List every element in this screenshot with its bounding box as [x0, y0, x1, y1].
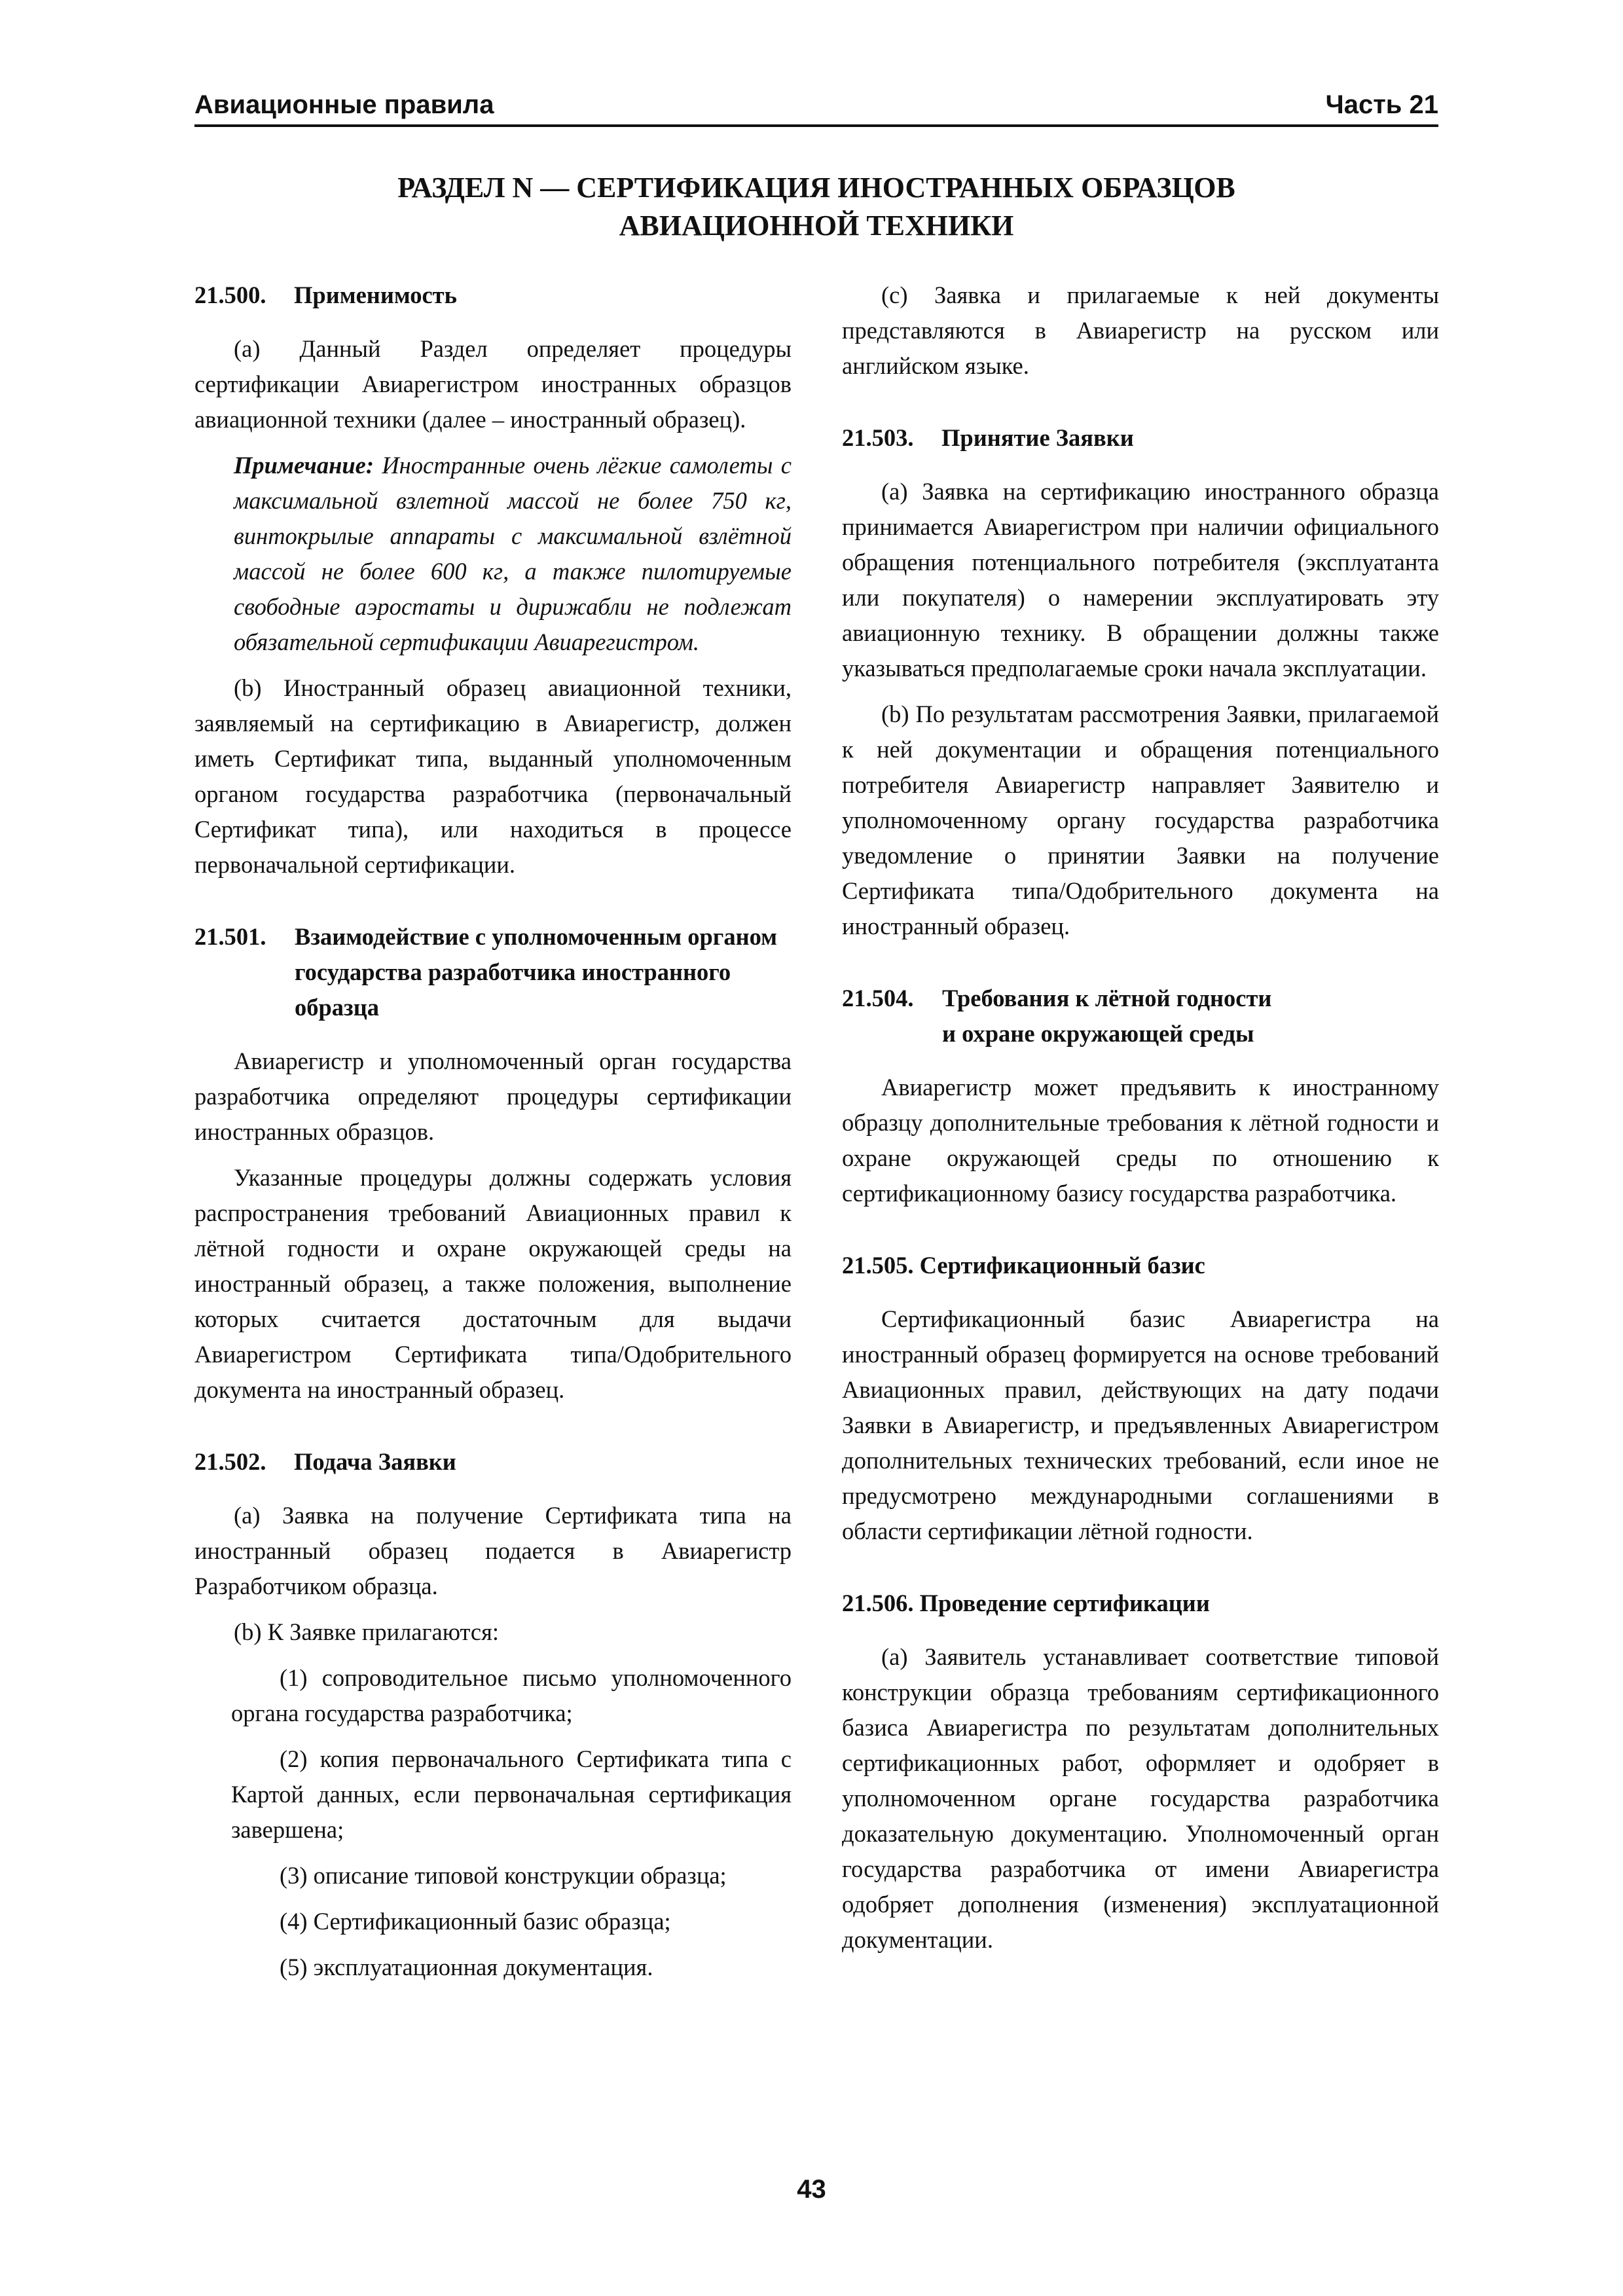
heading-number: 21.500.	[194, 282, 266, 308]
heading-text: Применимость	[294, 282, 457, 308]
page-number: 43	[797, 2175, 826, 2204]
section-title-line-2: АВИАЦИОННОЙ ТЕХНИКИ	[619, 210, 1014, 242]
note-21-500	[234, 448, 792, 660]
header-document-title: Авиационные правила	[194, 90, 494, 119]
paragraph-21-503-b: (b) По результатам рассмотрения Заявки, прилагаемой к ней документации и обращения потенциального потребителя Авиарегистр направляет Заявителю и уполномоченному органу государства разработчика уведомление о принятии Заявки на получение Сертификата типа/Одобрительного документа на иностранный образец.	[842, 701, 1439, 939]
heading-21-505	[842, 1248, 1439, 1283]
heading-number: 21.501.	[194, 923, 266, 950]
heading-number: 21.504.	[842, 985, 914, 1011]
heading-21-506	[842, 1586, 1439, 1621]
list-item: (2) копия первоначального Сертификата типа с Картой данных, если первоначальная сертификация завершена;	[231, 1745, 792, 1843]
heading-text: Взаимодействие с уполномоченным органом государства разработчика иностранного образца	[295, 923, 778, 1021]
running-header	[194, 90, 1438, 127]
heading-number: 21.502.	[194, 1448, 266, 1475]
paragraph-21-500-b: (b) Иностранный образец авиационной техники, заявляемый на сертификацию в Авиарегистр, должен иметь Сертификат типа, выданный уполномоченным органом государства разработчика (первоначальный Сертификат типа), или находиться в процессе первоначальной сертификации.	[194, 674, 792, 878]
paragraph-21-502-a: (a) Заявка на получение Сертификата типа на иностранный образец подается в Авиарегистр Разработчиком образца.	[194, 1502, 792, 1599]
heading-text: Подача Заявки	[294, 1448, 456, 1475]
paragraph-21-500-a: (a) Данный Раздел определяет процедуры сертификации Авиарегистром иностранных образцов авиационной техники (далее – иностранный образец).	[194, 335, 792, 433]
left-column	[194, 278, 792, 1995]
heading-text: Принятие Заявки	[941, 424, 1134, 451]
list-item: (1) сопроводительное письмо уполномоченного органа государства разработчика;	[231, 1664, 792, 1726]
paragraph-21-501-2: Указанные процедуры должны содержать условия распространения требований Авиационных правил к лётной годности и охране окружающей среды на иностранный образец, а также положения, выполнение которых считается достаточным для выдачи Авиарегистром Сертификата типа/Одобрительного документа на иностранный образец.	[194, 1164, 792, 1403]
heading-text: Проведение сертификации	[919, 1590, 1210, 1616]
paragraph-21-502-c: (c) Заявка и прилагаемые к ней документы представляются в Авиарегистр на русском или английском языке.	[842, 282, 1439, 379]
note-text: Иностранные очень лёгкие самолеты с максимальной взлетной массой не более 750 кг, винтокрылые аппараты с максимальной взлётной массой не более 600 кг, а также пилотируемые свободные аэростаты и дирижабли не подлежат обязательной сертификации Авиарегистром.	[234, 452, 792, 655]
list-item: (3) описание типовой конструкции образца;	[280, 1862, 727, 1889]
paragraph-21-506-a: (a) Заявитель устанавливает соответствие типовой конструкции образца требованиям сертификационного базиса Авиарегистра по результатам дополнительных сертификационных работ, оформляет и одобряет в уполномоченном органе государства разработчика доказательную документацию. Уполномоченный орган государства разработчика от имени Авиарегистра одобряет дополнения (изменения) эксплуатационной документации.	[842, 1643, 1439, 1953]
heading-21-504	[842, 981, 1439, 1051]
heading-text	[942, 981, 1439, 1051]
paragraph-21-504: Авиарегистр может предъявить к иностранному образцу дополнительные требования к лётной годности и охране окружающей среды по отношению к сертификационному базису государства разработчика.	[842, 1074, 1439, 1207]
heading-line-2: и охране окружающей среды	[942, 1020, 1254, 1047]
heading-text: Сертификационный базис	[919, 1252, 1205, 1279]
list-item: (5) эксплуатационная документация.	[280, 1954, 653, 1980]
heading-number: 21.503.	[842, 424, 914, 451]
section-title	[194, 169, 1438, 245]
header-part-label: Часть 21	[1325, 90, 1438, 119]
note-label: Примечание:	[234, 452, 374, 479]
heading-line-1: Требования к лётной годности	[942, 985, 1272, 1011]
section-title-line-1: РАЗДЕЛ N — СЕРТИФИКАЦИЯ ИНОСТРАННЫХ ОБРАЗЦОВ	[397, 172, 1235, 204]
heading-21-501	[194, 919, 792, 1025]
list-item: (4) Сертификационный базис образца;	[280, 1908, 671, 1935]
heading-21-503	[842, 420, 1439, 456]
right-column	[842, 278, 1439, 1968]
heading-number: 21.506.	[842, 1590, 914, 1616]
paragraph-21-503-a: (a) Заявка на сертификацию иностранного образца принимается Авиарегистром при наличии официального обращения потенциального потребителя (эксплуатанта или покупателя) о намерении эксплуатировать эту авиационную технику. В обращении должны также указываться предполагаемые сроки начала эксплуатации.	[842, 478, 1439, 682]
paragraph-21-502-b: (b) К Заявке прилагаются:	[234, 1618, 500, 1645]
paragraph-21-501-1: Авиарегистр и уполномоченный орган государства разработчика определяют процедуры сертификации иностранных образцов.	[194, 1048, 792, 1145]
heading-21-502	[194, 1444, 792, 1480]
paragraph-21-505: Сертификационный базис Авиарегистра на иностранный образец формируется на основе требований Авиационных правил, действующих на дату подачи Заявки в Авиарегистр, и предъявленных Авиарегистром дополнительных технических требований, если иное не предусмотрено международными соглашениями в области сертификации лётной годности.	[842, 1305, 1439, 1544]
heading-21-500	[194, 278, 792, 313]
heading-number: 21.505.	[842, 1252, 914, 1279]
